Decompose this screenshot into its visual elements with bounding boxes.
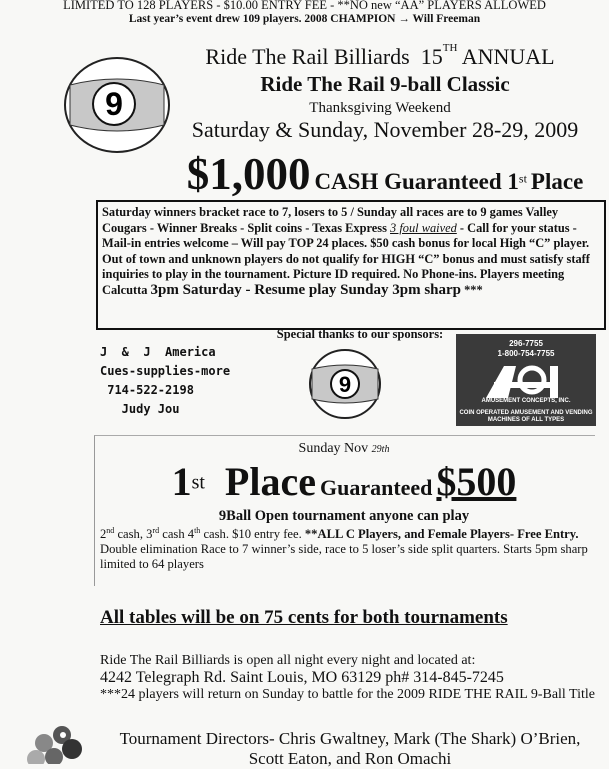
event-host: Ride The Rail Billiards [205, 44, 410, 69]
sunday-t3: cash 4 [159, 527, 195, 542]
sponsor-jj-line-2: Cues-supplies-more [100, 364, 231, 378]
sunday-day: Sunday Nov [298, 441, 372, 456]
sponsor-jj-line-1: J & J America [100, 345, 216, 359]
sunday-guaranteed: Guaranteed [319, 475, 433, 500]
sunday-t1s: nd [106, 526, 115, 535]
rules-text-3: *** [461, 282, 483, 297]
sponsor-jj-america [100, 343, 270, 419]
aci-logo-icon [482, 362, 570, 400]
ad-company-name: AMUSEMENT CONCEPTS, INC. [481, 398, 571, 404]
event-annual: ANNUAL [461, 44, 555, 69]
event-host-line [160, 44, 600, 70]
event-name: Ride The Rail 9-ball Classic [260, 72, 510, 96]
small-nine-ball-number: 9 [338, 372, 352, 397]
rules-foul-waived: 3 foul waived [390, 220, 457, 235]
tournament-directors: Tournament Directors- Chris Gwaltney, Mark (The Shark) O’Brien, Scott Eaton, and Ron Omachi [119, 729, 581, 768]
prize-headline [150, 148, 609, 200]
sunday-t5: Double elimination Race to 7 winner’s side, race to 5 loser’s side split quarters. Starts 5pm sharp limited to 64 players [100, 542, 588, 572]
prize-sup: st [518, 171, 527, 186]
sunday-t2: cash, 3 [114, 527, 153, 542]
sponsor-jj-line-3: 714-522-2198 [100, 383, 194, 397]
nine-ball-number: 9 [105, 86, 123, 122]
ad-company-sub: COIN OPERATED AMUSEMENT AND VENDING MACHINES OF ALL TYPES [459, 410, 593, 423]
event-dates: Saturday & Sunday, November 28-29, 2009 [191, 117, 579, 142]
prize-text: CASH Guaranteed 1 [314, 169, 519, 194]
rules-schedule: 3pm Saturday - Resume play Sunday 3pm sharp [150, 281, 462, 298]
pool-balls-icon [22, 723, 92, 764]
venue-line-3: ***24 players will return on Sunday to battle for the 2009 RIDE THE RAIL 9-Ball Title [100, 687, 595, 702]
sunday-place-sup: st [191, 471, 205, 494]
sunday-t4: cash. $10 entry fee. [200, 527, 305, 542]
event-edition: 15 [420, 44, 443, 69]
sponsor-amusement-concepts [456, 334, 596, 426]
small-nine-ball [307, 347, 383, 421]
ad-phone-1: 296-7755 [509, 339, 543, 348]
sunday-amount: $500 [436, 459, 517, 504]
sunday-free-entry: **ALL C Players, and Female Players- Free Entry. [304, 527, 579, 542]
sunday-t3s: th [194, 526, 201, 535]
sunday-title: 9Ball Open tournament anyone can play [218, 508, 470, 524]
rules-text-2: - Call for your status - Mail-in entries welcome – Will pay TOP 24 places. $50 cash bonus for local High “C” player. Out of town and unknown players do not qualify for HIGH “C” bonus and must satisfy staff inquiries to play in the tournament. Picture ID required. No Phone-ins. Players meeting Calcutta [102, 220, 590, 297]
prize-suffix: Place [530, 169, 584, 194]
sunday-day-num: 29th [371, 444, 390, 455]
header-limits: LIMITED TO 128 PLAYERS - $10.00 ENTRY FEE - **NO new “AA” PLAYERS ALLOWED [63, 0, 546, 12]
rules-box [96, 200, 606, 330]
rules-text-1: Saturday winners bracket race to 7, losers to 5 / Sunday all races are to 9 games Valley Cougars - Winner Breaks - Split coins - Texas Express [102, 205, 559, 235]
event-edition-suffix: TH [442, 42, 458, 54]
venue-info [100, 652, 600, 703]
sunday-date [94, 441, 594, 457]
sunday-t2s: rd [152, 526, 160, 535]
tables-notice: All tables will be on 75 cents for both tournaments [100, 607, 508, 628]
header-champion: Last year’s event drew 109 players. 2008 CHAMPION → Will Freeman [128, 13, 481, 25]
venue-line-1: Ride The Rail Billiards is open all night every night and located at: [100, 653, 476, 668]
ad-phone-2: 1-800-754-7755 [497, 349, 555, 358]
prize-amount: $1,000 [186, 149, 311, 199]
sponsors-heading: Special thanks to our sponsors: [276, 327, 444, 341]
sunday-prize [94, 458, 594, 505]
venue-address: 4242 Telegraph Rd. Saint Louis, MO 63129 ph# 314-845-7245 [100, 669, 504, 686]
sponsor-jj-line-4: Judy Jou [100, 402, 180, 416]
event-weekend: Thanksgiving Weekend [309, 100, 451, 116]
sunday-t1: 2 [100, 527, 107, 542]
sunday-details [100, 523, 594, 572]
sunday-place-word: Place [204, 459, 316, 504]
sunday-place-num: 1 [171, 459, 192, 504]
